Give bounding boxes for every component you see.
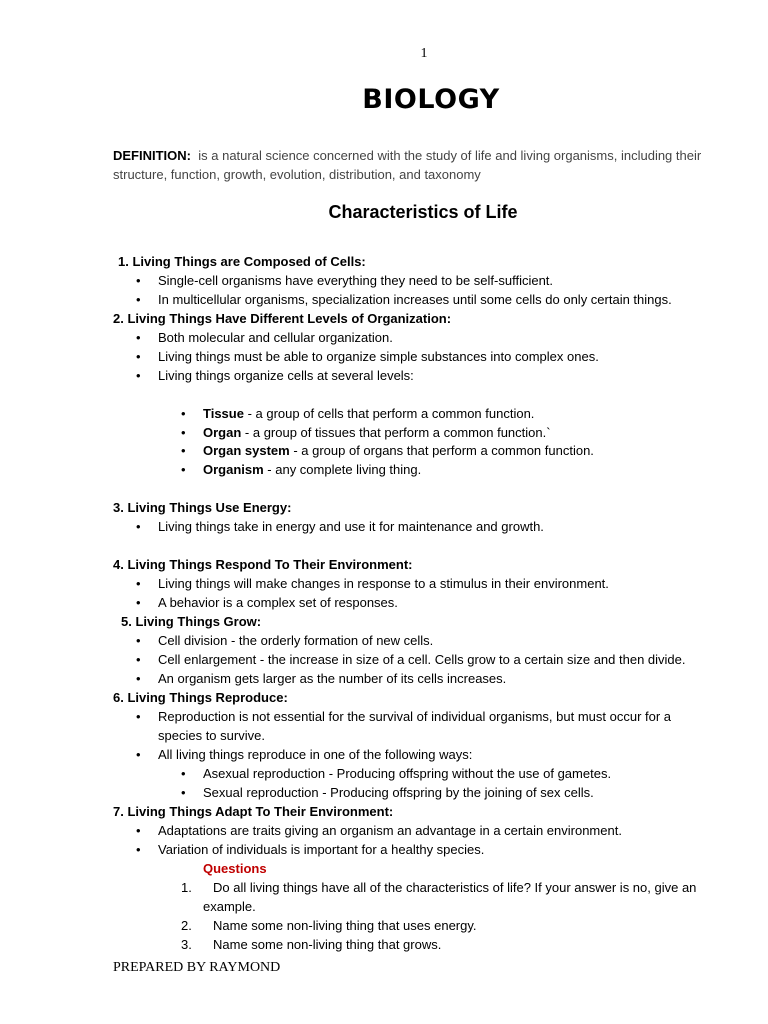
list-item: • Reproduction is not essential for the survival of individual organisms, but must occur for a	[158, 707, 671, 726]
definition-label: DEFINITION	[113, 148, 187, 163]
list-item: • Organ system - a group of organs that perform a common function.	[203, 441, 594, 460]
list-item: • Adaptations are traits giving an organism an advantage in a certain environment.	[158, 821, 622, 840]
section-1-heading: 1. Living Things are Composed of Cells:	[118, 254, 366, 269]
list-item: • Variation of individuals is important for a healthy species.	[158, 840, 484, 859]
list-item: • Sexual reproduction - Producing offspring by the joining of sex cells.	[203, 783, 594, 802]
question-number: 1.	[181, 880, 192, 895]
section-5-heading: 5. Living Things Grow:	[121, 614, 262, 629]
section-3-heading: 3. Living Things Use Energy:	[113, 500, 292, 515]
page-title: BIOLOGY	[362, 84, 500, 115]
section-subtitle: Characteristics of Life	[328, 202, 518, 222]
question-item: 3. Name some non-living thing that grows.	[181, 937, 442, 952]
list-item: • Both molecular and cellular organization.	[158, 328, 393, 347]
question-item: 2. Name some non-living thing that uses energy.	[181, 918, 477, 933]
list-item: • Living things take in energy and use it for maintenance and growth.	[158, 517, 544, 536]
list-item-continuation: species to survive.	[158, 728, 265, 743]
section-4-heading: 4. Living Things Respond To Their Environment:	[113, 557, 413, 572]
definition: DEFINITION: is a natural science concerned with the study of life and living organisms, including their structure, function, growth, evolution, distribution, and taxonomy	[113, 148, 702, 182]
list-item: • Asexual reproduction - Producing offspring without the use of gametes.	[203, 764, 611, 783]
list-item: • Living things must be able to organize simple substances into complex ones.	[158, 347, 599, 366]
question-number: 2.	[181, 918, 192, 933]
section-7-heading: 7. Living Things Adapt To Their Environment:	[113, 804, 394, 819]
question-item-continuation: example.	[203, 899, 256, 914]
list-item: • In multicellular organisms, specialization increases until some cells do only certain things.	[158, 290, 672, 309]
list-item: • Organism - any complete living thing.	[203, 460, 421, 479]
list-item: • All living things reproduce in one of the following ways:	[158, 745, 472, 764]
list-item: • A behavior is a complex set of responses.	[158, 593, 398, 612]
list-item: • Organ - a group of tissues that perform a common function.`	[203, 423, 551, 442]
list-item: • Living things will make changes in response to a stimulus in their environment.	[158, 574, 609, 593]
list-item: • Tissue - a group of cells that perform a common function.	[203, 404, 534, 423]
page-number: 1	[420, 46, 428, 61]
definition-text: is a natural science concerned with the study of life and living organisms, including their structure, function, growth, evolution, distribution, and taxonomy	[113, 148, 702, 182]
list-item: • An organism gets larger as the number of its cells increases.	[158, 669, 506, 688]
list-item: • Living things organize cells at several levels:	[158, 366, 414, 385]
list-item: • Cell division - the orderly formation of new cells.	[158, 631, 433, 650]
list-item: • Single-cell organisms have everything they need to be self-sufficient.	[158, 271, 553, 290]
footer: PREPARED BY RAYMOND	[113, 960, 281, 975]
question-item: 1. Do all living things have all of the characteristics of life? If your answer is no, give an	[181, 880, 697, 895]
section-2-heading: 2. Living Things Have Different Levels of Organization:	[113, 311, 452, 326]
section-6-heading: 6. Living Things Reproduce:	[113, 690, 288, 705]
question-number: 3.	[181, 937, 192, 952]
list-item: • Cell enlargement - the increase in size of a cell. Cells grow to a certain size and then divide.	[158, 650, 686, 669]
questions-label: Questions	[203, 861, 267, 876]
